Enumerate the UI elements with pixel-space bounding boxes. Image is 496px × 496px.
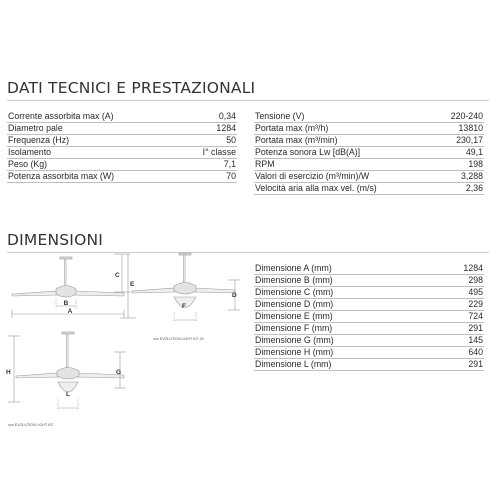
table-row — [254, 135, 484, 147]
table-row — [254, 287, 484, 299]
dimensions-table — [254, 263, 484, 371]
row-value: 13810 — [458, 123, 483, 134]
row-label: Tensione (V) — [255, 111, 305, 122]
table-row — [254, 335, 484, 347]
row-value: 50 — [226, 135, 236, 146]
row-label: Diametro pale — [8, 123, 63, 134]
table-row — [254, 111, 484, 123]
row-value: 291 — [468, 323, 483, 334]
dim-letter-d: D — [232, 292, 237, 299]
row-label: Dimensione F (mm) — [255, 323, 333, 334]
table-row — [254, 263, 484, 275]
dim-letter-l: L — [66, 391, 70, 398]
row-label: Velocità aria alla max vel. (m/s) — [255, 183, 377, 194]
row-value: 724 — [468, 311, 483, 322]
section-title-dimensions: DIMENSIONI — [7, 231, 104, 249]
table-row — [7, 111, 237, 123]
dim-letter-b: B — [63, 300, 69, 307]
row-value: 495 — [468, 287, 483, 298]
row-label: RPM — [255, 159, 275, 170]
caption-light-kit: con EVOLUTION LIGHT KIT — [8, 423, 54, 427]
row-value: 640 — [468, 347, 483, 358]
table-row — [7, 123, 237, 135]
table-row — [254, 183, 484, 195]
table-row — [7, 147, 237, 159]
dim-letter-e: E — [130, 281, 135, 288]
dim-letter-a: A — [67, 308, 73, 315]
row-value: 145 — [468, 335, 483, 346]
table-row — [254, 123, 484, 135]
table-row — [7, 159, 237, 171]
table-row — [254, 299, 484, 311]
row-value: 230,17 — [456, 135, 483, 146]
table-row — [254, 311, 484, 323]
table-row — [254, 147, 484, 159]
fan-diagram-light-kit-20 — [108, 250, 240, 330]
row-label: Dimensione G (mm) — [255, 335, 334, 346]
caption-light-kit-20: con EVOLUTION LIGHT KIT 20 — [153, 337, 204, 341]
tech-specs-left-table — [7, 111, 237, 183]
section-divider — [7, 100, 489, 101]
row-label: Valori di esercizio (m³/min)/W — [255, 171, 370, 182]
dim-letter-c: C — [115, 272, 120, 279]
row-label: Potenza assorbita max (W) — [8, 171, 115, 182]
table-row — [7, 171, 237, 183]
row-label: Dimensione A (mm) — [255, 263, 332, 274]
table-row — [254, 159, 484, 171]
row-value: 70 — [226, 171, 236, 182]
row-value: 0,34 — [218, 111, 236, 122]
row-label: Dimensione B (mm) — [255, 275, 333, 286]
row-label: Portata max (m³/min) — [255, 135, 338, 146]
row-label: Dimensione C (mm) — [255, 287, 334, 298]
row-label: Dimensione H (mm) — [255, 347, 334, 358]
row-label: Potenza sonora Lw [dB(A)] — [255, 147, 361, 158]
row-value: 1284 — [463, 263, 483, 274]
section-divider — [7, 252, 489, 253]
table-row — [254, 171, 484, 183]
fan-diagram-light-kit — [2, 330, 132, 420]
table-row — [7, 135, 237, 147]
row-value: 291 — [468, 359, 483, 370]
row-value: 229 — [468, 299, 483, 310]
row-value: 2,36 — [465, 183, 483, 194]
row-value: 3,288 — [460, 171, 483, 182]
table-row — [254, 323, 484, 335]
row-value: I° classe — [202, 147, 236, 158]
row-label: Dimensione L (mm) — [255, 359, 332, 370]
row-value: 198 — [468, 159, 483, 170]
row-value: 1284 — [216, 123, 236, 134]
tech-specs-right-table — [254, 111, 484, 195]
row-label: Frequenza (Hz) — [8, 135, 70, 146]
row-label: Peso (Kg) — [8, 159, 48, 170]
dim-letter-g: G — [116, 369, 122, 376]
row-label: Corrente assorbita max (A) — [8, 111, 114, 122]
row-label: Dimensione D (mm) — [255, 299, 334, 310]
section-title-technical: DATI TECNICI E PRESTAZIONALI — [7, 79, 256, 97]
row-value: 7,1 — [223, 159, 236, 170]
row-label: Dimensione E (mm) — [255, 311, 333, 322]
row-value: 298 — [468, 275, 483, 286]
row-label: Portata max (m³/h) — [255, 123, 329, 134]
table-row — [254, 347, 484, 359]
dim-letter-h: H — [6, 369, 11, 376]
row-value: 220-240 — [450, 111, 483, 122]
table-row — [254, 275, 484, 287]
row-value: 49,1 — [465, 147, 483, 158]
table-row — [254, 359, 484, 371]
dim-letter-f: F — [182, 303, 186, 310]
row-label: Isolamento — [8, 147, 52, 158]
